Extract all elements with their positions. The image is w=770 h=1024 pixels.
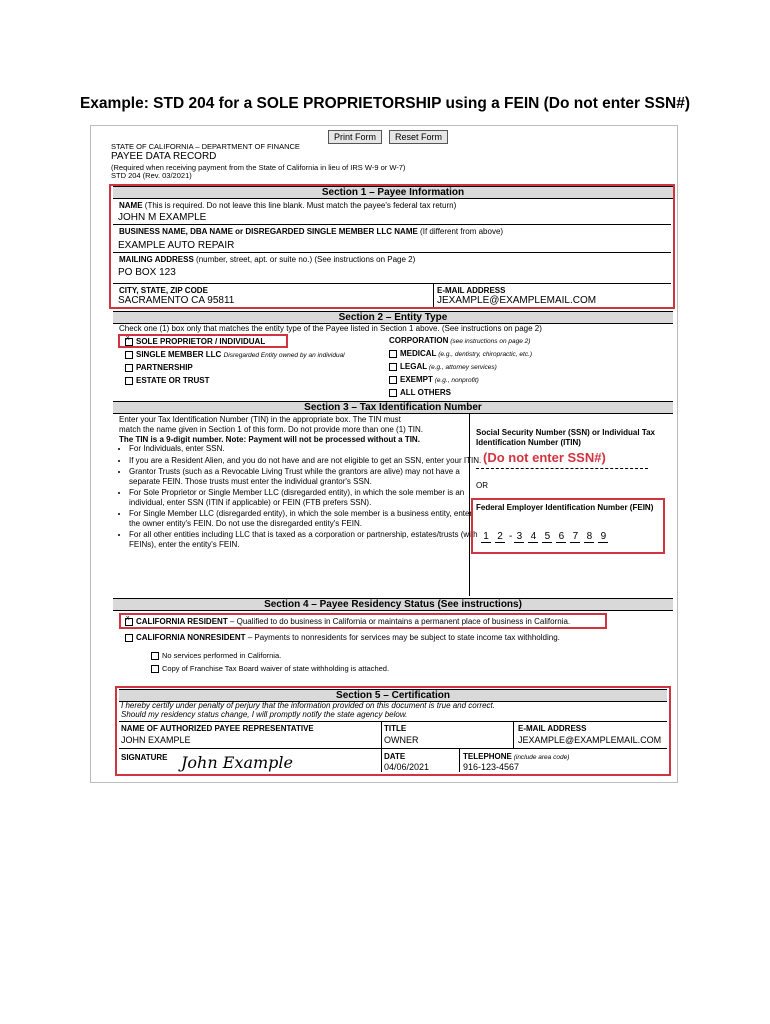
form-id: STD 204 (Rev. 03/2021)	[111, 171, 192, 180]
page-title: Example: STD 204 for a SOLE PROPRIETORSHIP using a FEIN (Do not enter SSN#)	[79, 95, 691, 112]
fein-digit: 4	[528, 531, 538, 543]
name-label: NAME (This is required. Do not leave this line blank. Must match the payee's federal tax return)	[119, 201, 457, 210]
resident-highlight	[119, 613, 607, 629]
signature-field[interactable]: John Example	[181, 753, 293, 772]
certification-email-field[interactable]: JEXAMPLE@EXAMPLEMAIL.COM	[518, 735, 662, 745]
certification-email-label: E-MAIL ADDRESS	[518, 724, 587, 733]
ssn-label: Social Security Number (SSN) or Individual Tax Identification Number (ITIN)	[476, 428, 656, 447]
sole-proprietor-option[interactable]: xSOLE PROPRIETOR / INDIVIDUAL	[125, 337, 265, 346]
date-label: DATE	[384, 752, 406, 761]
california-nonresident-option[interactable]: CALIFORNIA NONRESIDENT – Payments to nonresidents for services may be subject to state income tax withholding.	[125, 633, 560, 642]
tin-instruction-item: • For Sole Proprietor or Single Member LLC (disregarded entity), in which the sole member is an individual, enter SSN (ITIN if applicable) or FEIN (FTB prefers SSN).	[129, 488, 485, 507]
form-note: (Required when receiving payment from the State of California in lieu of IRS W-9 or W-7)	[111, 163, 406, 172]
date-field[interactable]: 04/06/2021	[384, 762, 430, 772]
checkbox-icon[interactable]	[151, 665, 159, 673]
form-name: PAYEE DATA RECORD	[111, 151, 217, 162]
email-field[interactable]: JEXAMPLE@EXAMPLEMAIL.COM	[437, 295, 597, 306]
fein-highlight	[471, 498, 665, 554]
print-form-button[interactable]: Print Form	[328, 130, 382, 144]
fein-field[interactable]: 1 2 - 3 4 5 6 7 8 9	[481, 531, 612, 543]
representative-label: NAME OF AUTHORIZED PAYEE REPRESENTATIVE	[121, 724, 314, 733]
checkbox-icon[interactable]	[389, 376, 397, 384]
telephone-field[interactable]: 916-123-4567	[463, 762, 520, 772]
section5-highlight	[115, 686, 671, 776]
mailing-address-field[interactable]: PO BOX 123	[118, 267, 176, 278]
medical-option[interactable]: MEDICAL (e.g., dentistry, chiropractic, etc.)	[389, 349, 532, 358]
title-label: TITLE	[384, 724, 407, 733]
tin-instruction-item: • For Single Member LLC (disregarded entity), in which the sole member is a business entity, enter the owner entity's FEIN. Do not use the disregarded entity's FEIN.	[129, 509, 485, 528]
section5-header: Section 5 – Certification	[119, 689, 667, 702]
signature-label: SIGNATURE	[121, 753, 168, 762]
checkbox-icon[interactable]	[125, 634, 133, 642]
single-member-llc-option[interactable]: SINGLE MEMBER LLC Disregarded Entity owned by an individual	[125, 350, 345, 359]
certification-text: I hereby certify under penalty of perjury that the information provided on this document is true and correct.	[121, 701, 495, 710]
mailing-address-label: MAILING ADDRESS (number, street, apt. or suite no.) (See instructions on Page 2)	[119, 255, 416, 264]
checkbox-icon[interactable]	[125, 351, 133, 359]
sole-proprietor-highlight	[118, 334, 288, 348]
checkbox-icon[interactable]	[389, 389, 397, 397]
ssn-warning: (Do not enter SSN#)	[483, 450, 606, 465]
business-name-field[interactable]: EXAMPLE AUTO REPAIR	[118, 240, 235, 251]
all-others-option[interactable]: ALL OTHERS	[389, 388, 451, 397]
email-label: E-MAIL ADDRESS	[437, 286, 506, 295]
california-resident-option[interactable]: xCALIFORNIA RESIDENT – Qualified to do business in California or maintains a permanent place of business in California.	[125, 617, 570, 626]
business-name-label: BUSINESS NAME, DBA NAME or DISREGARDED SINGLE MEMBER LLC NAME (If different from above)	[119, 227, 504, 236]
ssn-field[interactable]	[476, 468, 648, 469]
corporation-label: CORPORATION (see instructions on page 2)	[389, 336, 531, 345]
fein-digit: 3	[514, 531, 524, 543]
section1-highlight	[109, 184, 675, 309]
checkbox-icon[interactable]	[151, 652, 159, 660]
fein-digit: 2	[495, 531, 505, 543]
tin-instruction-item: • Grantor Trusts (such as a Revocable Living Trust while the grantors are alive) may not have a separate FEIN. Those trusts must enter the individual grantor's SSN.	[129, 467, 485, 486]
std204-form	[90, 125, 678, 783]
reset-form-button[interactable]: Reset Form	[389, 130, 448, 144]
entity-instruction: Check one (1) box only that matches the entity type of the Payee listed in Section 1 above. (See instructions on page 2)	[119, 324, 542, 333]
no-services-option[interactable]: No services performed in California.	[151, 651, 281, 660]
fein-digit: 7	[570, 531, 580, 543]
tin-instruction-item: • If you are a Resident Alien, and you do not have and are not eligible to get an SSN, enter your ITIN.	[129, 456, 485, 466]
residency-notice: Should my residency status change, I will promptly notify the state agency below.	[121, 710, 408, 719]
section2-header: Section 2 – Entity Type	[113, 311, 673, 324]
partnership-option[interactable]: PARTNERSHIP	[125, 363, 193, 372]
tin-instruction-item: • For Individuals, enter SSN.	[129, 444, 485, 454]
checkbox-icon[interactable]	[389, 350, 397, 358]
fein-digit: 6	[556, 531, 566, 543]
legal-option[interactable]: LEGAL (e.g., attorney services)	[389, 362, 497, 371]
estate-trust-option[interactable]: ESTATE OR TRUST	[125, 376, 209, 385]
checkbox-icon[interactable]	[389, 363, 397, 371]
checkbox-icon[interactable]	[125, 364, 133, 372]
waiver-option[interactable]: Copy of Franchise Tax Board waiver of state withholding is attached.	[151, 664, 389, 673]
name-field[interactable]: JOHN M EXAMPLE	[118, 212, 207, 223]
fein-label: Federal Employer Identification Number (FEIN)	[476, 503, 654, 512]
fein-digit: 1	[481, 531, 491, 543]
checkbox-icon[interactable]	[125, 377, 133, 385]
representative-field[interactable]: JOHN EXAMPLE	[121, 735, 191, 745]
section3-header: Section 3 – Tax Identification Number	[113, 401, 673, 414]
or-label: OR	[476, 481, 488, 490]
fein-digit: 5	[542, 531, 552, 543]
tin-intro: Enter your Tax Identification Number (TIN) in the appropriate box. The TIN must match the name given in Section 1 of this form. Do not provide more than one (1) TIN. The TIN is a 9-digit number. Note: Payment will not be processed without a TIN.	[119, 415, 424, 444]
city-state-zip-label: CITY, STATE, ZIP CODE	[119, 286, 208, 295]
agency-name: STATE OF CALIFORNIA – DEPARTMENT OF FINANCE	[111, 142, 300, 151]
city-state-zip-field[interactable]: SACRAMENTO CA 95811	[118, 295, 235, 306]
tin-instruction-item: • For all other entities including LLC that is taxed as a corporation or partnership, estates/trusts (with FEINs), enter the entity's FEIN.	[129, 530, 485, 549]
section4-header: Section 4 – Payee Residency Status (See instructions)	[113, 598, 673, 611]
fein-digit: 9	[598, 531, 608, 543]
tin-instructions	[109, 444, 485, 551]
telephone-label: TELEPHONE (include area code)	[463, 752, 570, 761]
exempt-option[interactable]: EXEMPT (e.g., nonprofit)	[389, 375, 479, 384]
section1-header: Section 1 – Payee Information	[113, 186, 673, 199]
fein-digit: 8	[584, 531, 594, 543]
title-field[interactable]: OWNER	[384, 735, 419, 745]
